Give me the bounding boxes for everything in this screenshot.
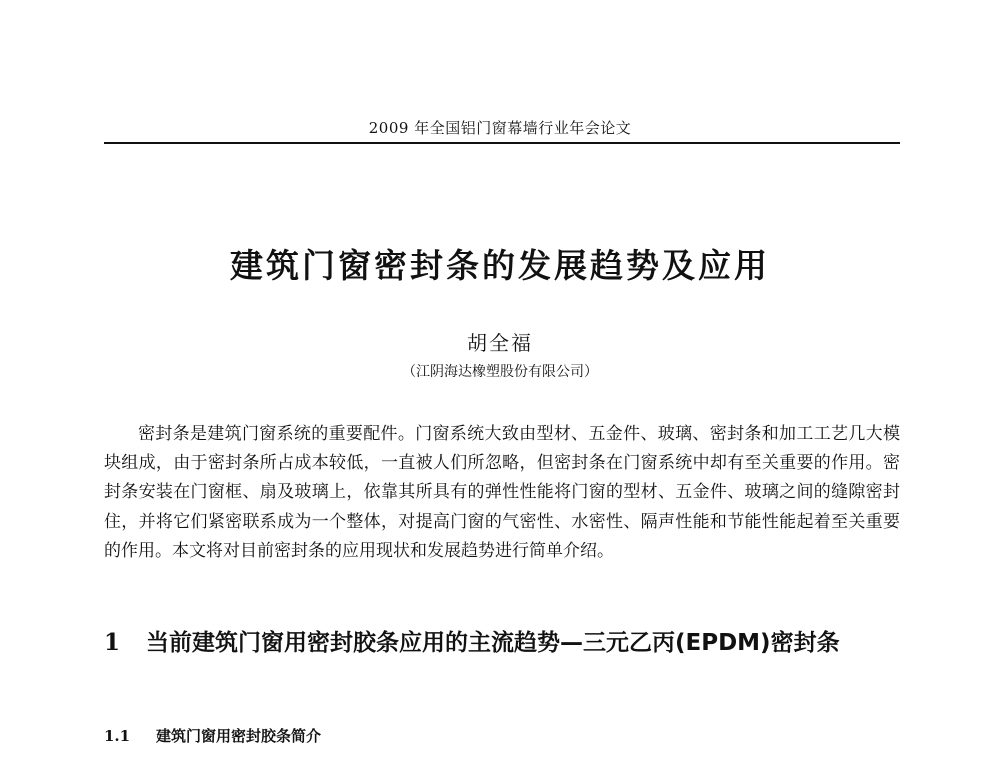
subsection-heading [104,725,321,746]
running-header: 2009 年全国铝门窗幕墙行业年会论文 [368,119,632,137]
section-title: 当前建筑门窗用密封胶条应用的主流趋势—三元乙丙(EPDM)密封条 [146,630,840,656]
header-rule [104,142,900,144]
author-affiliation: （江阴海达橡塑股份有限公司） [402,364,598,380]
subsection-number: 1.1 [104,727,131,745]
section-number: 1 [104,629,121,656]
author-name: 胡全福 [467,331,533,355]
paper-title: 建筑门窗密封条的发展趋势及应用 [230,246,770,285]
subsection-title: 建筑门窗用密封胶条简介 [156,727,322,745]
section-heading [104,623,900,663]
abstract-paragraph: 密封条是建筑门窗系统的重要配件。门窗系统大致由型材、五金件、玻璃、密封条和加工工艺几大模块组成，由于密封条所占成本较低，一直被人们所忽略，但密封条在门窗系统中却有至关重要的作用。密封条安装在门窗框、扇及玻璃上，依靠其所具有的弹性性能将门窗的型材、五金件、玻璃之间的缝隙密封住，并将它们紧密联系成为一个整体，对提高门窗的气密性、水密性、隔声性能和节能性能起着至关重要的作用。本文将对目前密封条的应用现状和发展趋势进行简单介绍。 [104,424,900,561]
